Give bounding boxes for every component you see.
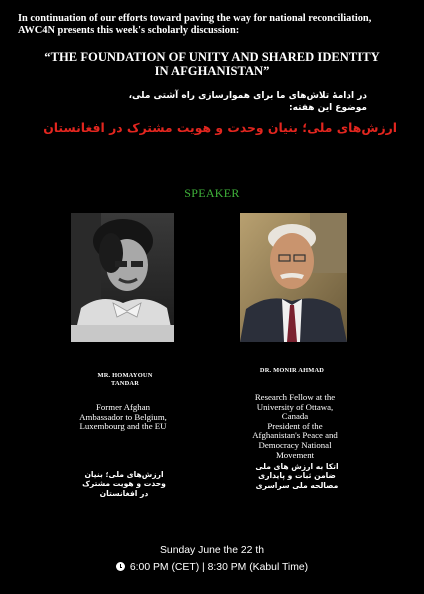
speaker-2-role-line: University of Ottawa, bbox=[256, 401, 334, 412]
event-time-row bbox=[0, 562, 424, 573]
persian-intro-line-2: موضوع این هفته: bbox=[289, 103, 367, 113]
speaker-1-persian-line: ارزش‌های ملی؛ بنیان bbox=[84, 470, 164, 479]
speaker-1-role-line: Former Afghan bbox=[96, 402, 150, 412]
persian-intro bbox=[129, 90, 367, 114]
speaker-2-role-line: Afghanistan's Peace and bbox=[252, 430, 338, 441]
speaker-2-persian-line: ضامن ثبات و پایداری bbox=[258, 471, 336, 481]
intro-text bbox=[18, 13, 413, 37]
speaker-1-persian-line: وحدت و هویت مشترک bbox=[82, 479, 166, 489]
speaker-1-photo bbox=[71, 213, 174, 342]
intro-line-2: AWC4N presents this week's scholarly discussion: bbox=[18, 25, 240, 36]
speaker-1-role-line: Ambassador to Belgium, bbox=[79, 411, 167, 422]
event-title-line-1: “THE FOUNDATION OF UNITY AND SHARED IDENTITY bbox=[44, 50, 380, 64]
intro-line-1: In continuation of our efforts toward paving the way for national reconciliation, bbox=[18, 13, 372, 24]
clock-icon bbox=[116, 562, 125, 571]
persian-intro-line-1: در ادامهٔ تلاش‌های ما برای هموارسازی راه آشتی ملی، bbox=[128, 91, 367, 101]
speaker-2-role-line: Research Fellow at the bbox=[254, 392, 336, 402]
speaker-2-role-line: Movement bbox=[275, 449, 315, 460]
speaker-2-photo bbox=[240, 213, 347, 342]
speaker-1-persian-line: در افغانستان bbox=[99, 488, 149, 498]
speaker-2-role-line: Canada bbox=[281, 411, 309, 422]
speaker-2-name-line-1: DR. MONIR AHMAD bbox=[259, 367, 325, 374]
speaker-2-role-line: President of the bbox=[267, 420, 323, 431]
speaker-2-name bbox=[232, 367, 352, 375]
speaker-1-role-line: Luxembourg and the EU bbox=[79, 421, 167, 432]
speaker-heading: SPEAKER bbox=[184, 186, 240, 200]
speaker-1-name-line-1: MR. HOMAYOUN bbox=[97, 372, 153, 379]
speaker-1-name-line-2: TANDAR bbox=[110, 380, 140, 387]
speaker-2-role-line: Democracy National bbox=[258, 439, 332, 450]
speaker-2-role bbox=[236, 393, 354, 460]
event-title-line-2: IN AFGHANISTAN” bbox=[154, 64, 270, 78]
speaker-2-persian-line: مصالحه ملی سراسری bbox=[255, 480, 339, 490]
event-date: Sunday June the 22 th bbox=[160, 545, 264, 556]
speaker-2-persian-line: اتکا به ارزش های ملی bbox=[255, 462, 339, 471]
speaker-1-name bbox=[75, 372, 175, 388]
persian-title: ارزش‌های ملی؛ بنیان وحدت و هویت مشترک در افغانستان bbox=[43, 120, 397, 135]
speaker-1-persian-topic bbox=[74, 470, 174, 498]
event-title bbox=[0, 50, 424, 78]
speaker-2-persian-topic bbox=[238, 462, 356, 490]
event-time: 6:00 PM (CET) | 8:30 PM (Kabul Time) bbox=[129, 562, 309, 573]
speaker-1-role bbox=[72, 403, 174, 432]
